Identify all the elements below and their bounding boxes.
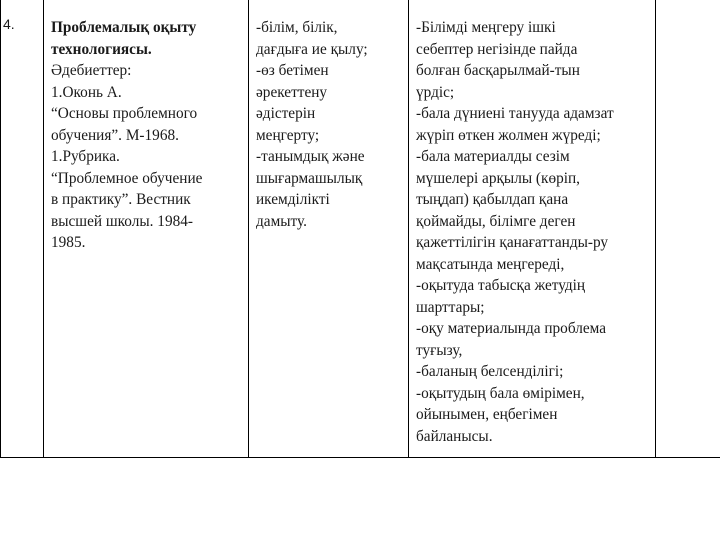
content-line: жүріп өткен жолмен жүреді; [416,126,601,144]
goal-line: -өз бетімен [256,62,329,79]
row-number: 4. [3,16,15,32]
content-line: себептер негізінде пайда [416,40,578,58]
goal-line: икемділікті [256,191,330,208]
content-line: -оқытудың бала өмірімен, [416,384,585,402]
goal-line: -танымдық және [256,148,365,165]
literature-line: “Проблемное обучение [51,169,203,187]
literature-line: 1985. [51,234,86,251]
goal-line: меңгерту; [256,126,320,144]
goal-line: шығармашылық [256,169,363,187]
content-line: шарттары; [416,298,485,316]
literature-line: обучения”. М-1968. [51,126,179,144]
literature-line: 1.Оконь А. [51,83,122,101]
goal-line: дамыту. [256,212,307,230]
table-row [1,0,720,458]
content-line: мақсатында меңгереді, [416,255,565,273]
goals-cell [249,0,409,458]
content-line: -Білімді меңгеру ішкі [416,19,556,36]
literature-line: 1.Рубрика. [51,148,120,165]
literature-line: Әдебиеттер: [51,62,132,79]
content-line: болған басқарылмай-тын [416,62,580,79]
content-cell [409,0,656,458]
content-line: -бала дүниені танууда адамзат [416,105,614,122]
literature-line: высшей школы. 1984- [51,212,193,230]
content-line: байланысы. [416,427,493,445]
goal-line: әрекеттену [256,83,328,101]
content-line: тыңдап) қабылдап қана [416,191,569,208]
content-line: туғызу, [416,341,463,359]
topic-title-line: Проблемалық оқыту [51,19,197,36]
content-line: -оқу материалында проблема [416,320,607,337]
topic-cell [44,0,249,458]
content-line: -баланың белсенділігі; [416,363,564,380]
content-line: қажеттілігін қанағаттанды-ру [416,234,609,251]
topic-title-line: технологиясы. [51,40,152,58]
content-line: мүшелері арқылы (көріп, [416,169,581,187]
goal-line: дағдыға ие қылу; [256,40,368,58]
literature-line: в практику”. Вестник [51,191,191,208]
goal-line: әдістерін [256,105,316,122]
content-line: -бала материалды сезім [416,148,570,165]
extra-cell [656,0,720,458]
content-line: қоймайды, білімге деген [416,212,576,230]
row-number-cell [1,0,44,458]
content-line: үрдіс; [416,83,455,101]
goal-line: -білім, білік, [256,19,338,36]
literature-line: “Основы проблемного [51,105,198,122]
content-line: -оқытуда табысқа жетудің [416,277,586,294]
content-line: ойынымен, еңбегімен [416,406,558,423]
